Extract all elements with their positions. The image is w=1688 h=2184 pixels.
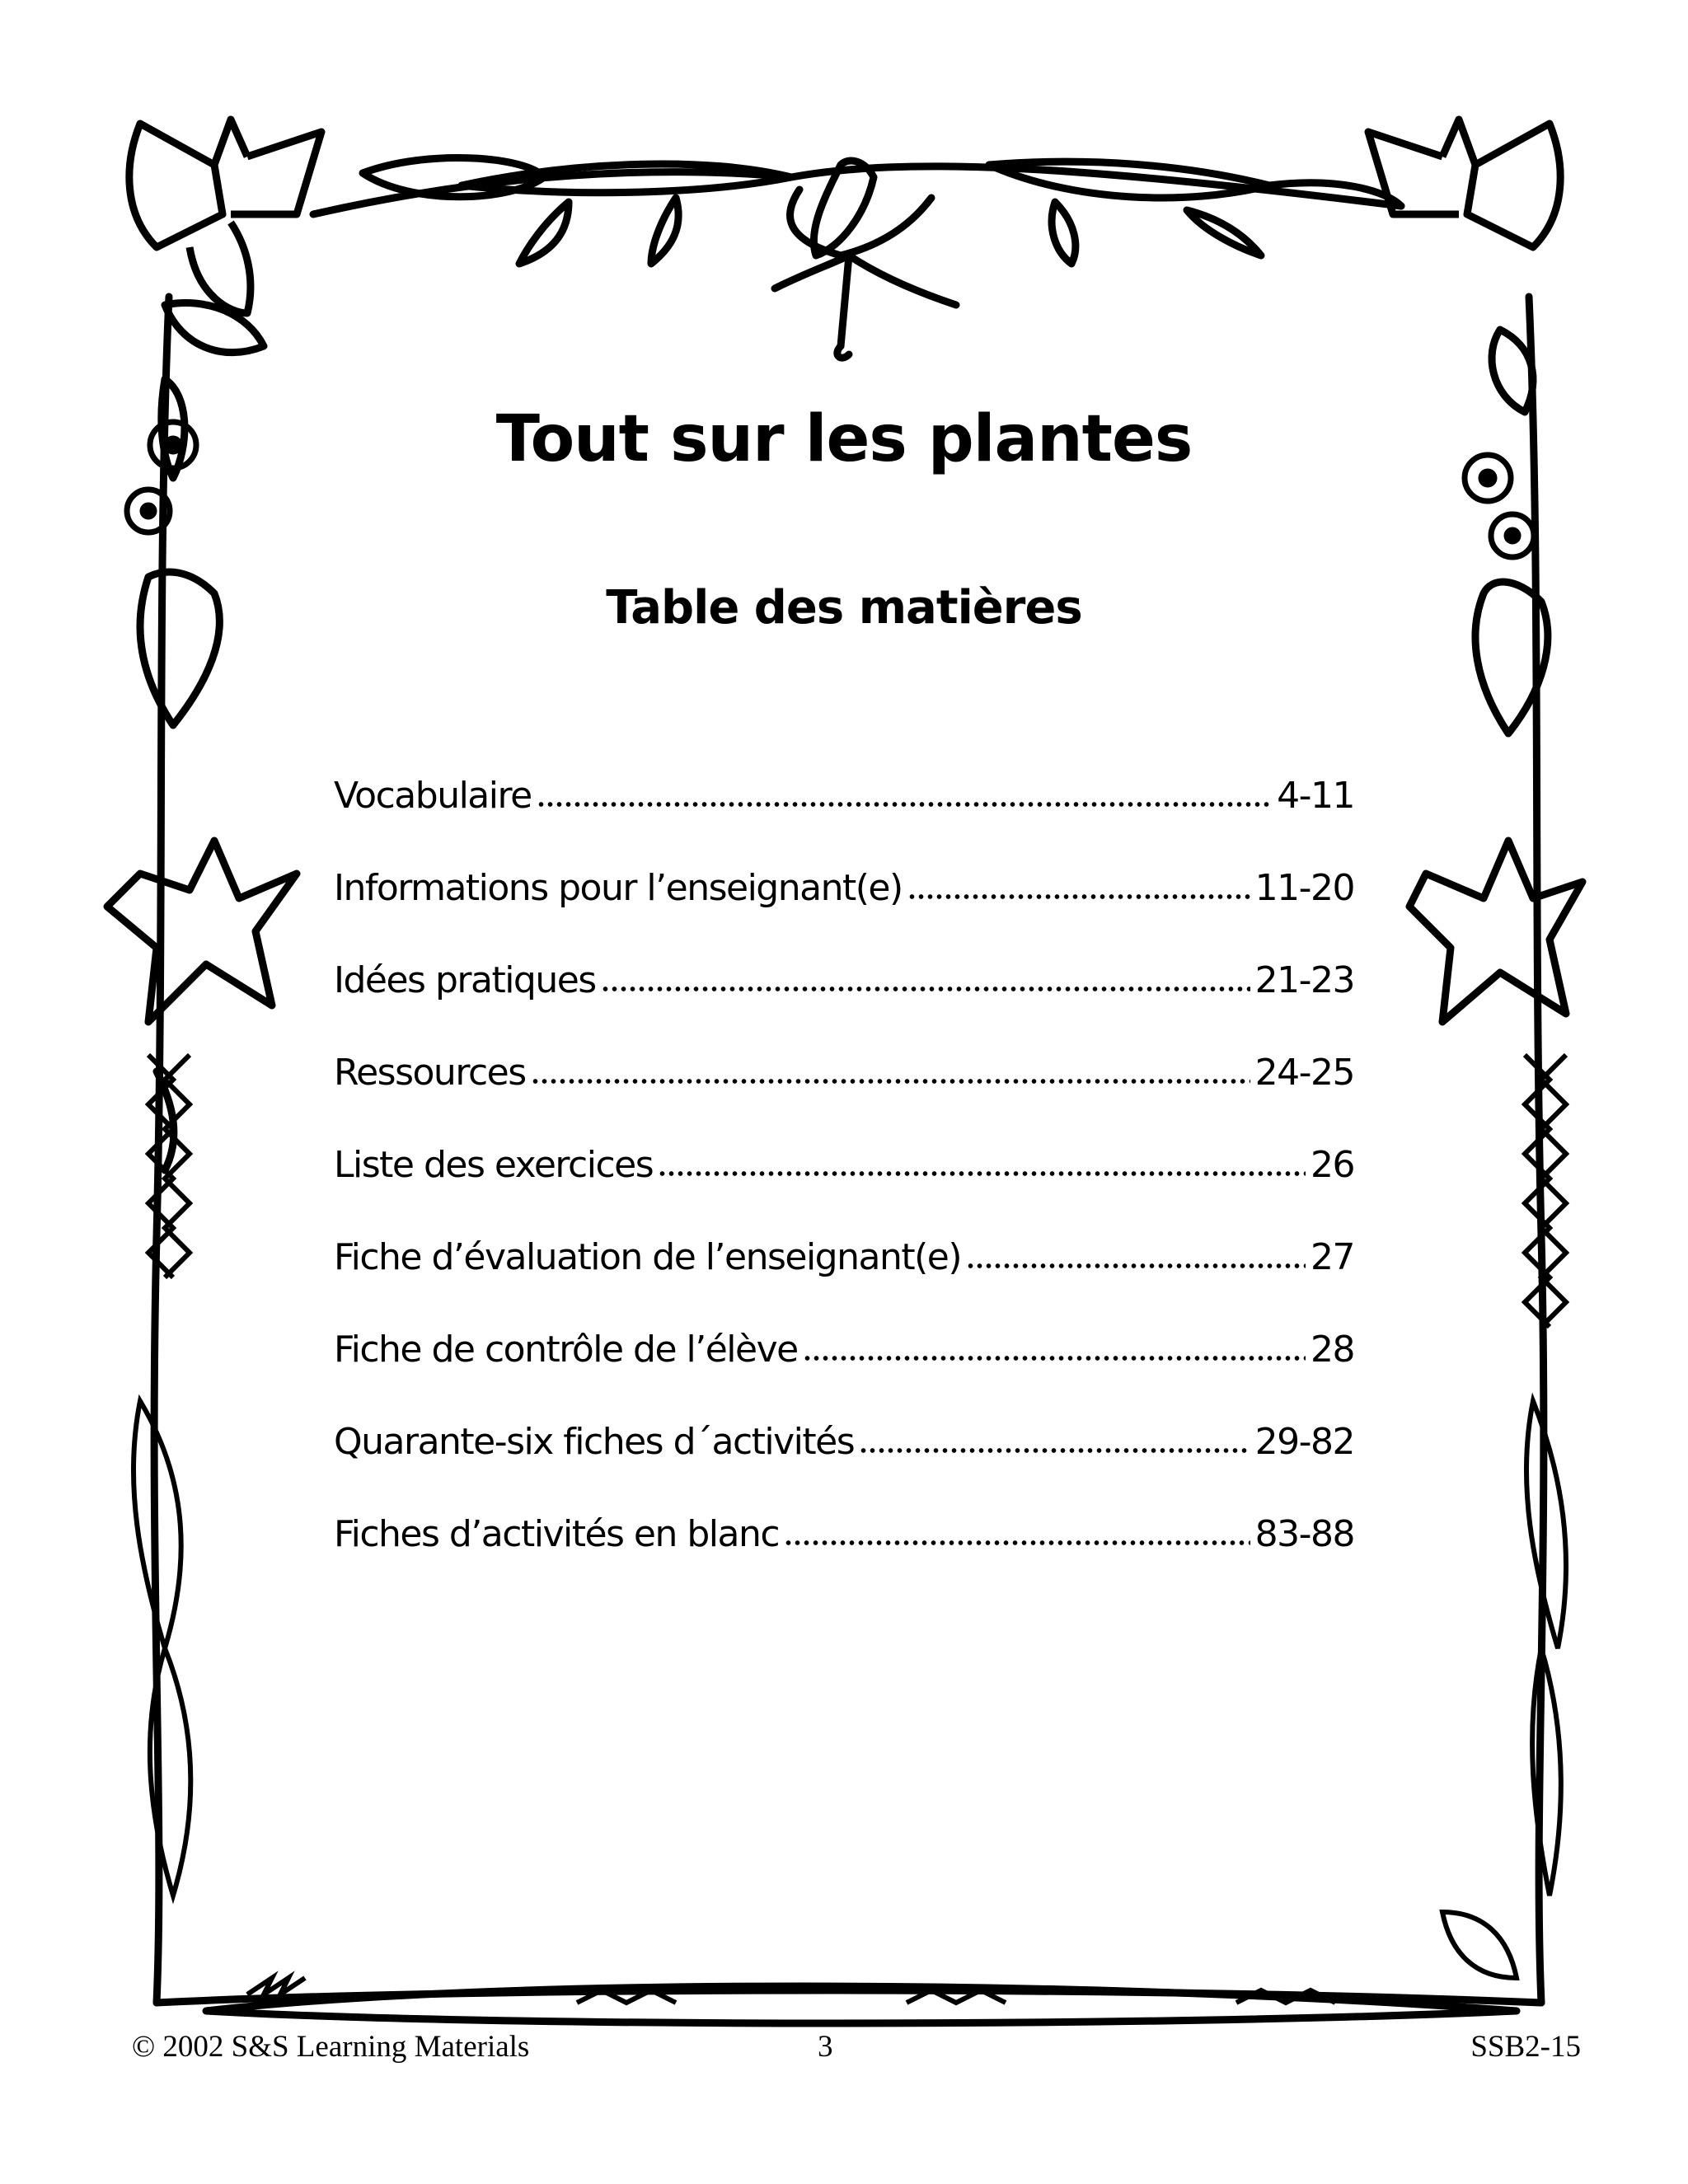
toc-entry	[334, 775, 1354, 867]
toc-entry-pages: 83-88	[1254, 1513, 1354, 1555]
toc-entry	[334, 1052, 1354, 1144]
dot-leader	[859, 1421, 1250, 1454]
page-title: Tout sur les plantes	[495, 402, 1193, 476]
toc-entry-label: Fiche d’évaluation de l’enseignant(e)	[334, 1236, 961, 1278]
toc-entry	[334, 1421, 1354, 1513]
toc-entry	[334, 1236, 1354, 1329]
toc-entry	[334, 1513, 1354, 1605]
dot-leader	[907, 867, 1250, 900]
table-of-contents	[334, 775, 1354, 1605]
dot-leader	[537, 775, 1272, 808]
toc-entry	[334, 867, 1354, 959]
dot-leader	[784, 1513, 1250, 1546]
toc-entry-label: Fiche de contrôle de l’élève	[334, 1329, 798, 1371]
copyright-notice: © 2002 S&S Learning Materials	[132, 2030, 530, 2064]
toc-entry-label: Fiches d’activités en blanc	[334, 1513, 780, 1555]
dot-leader	[803, 1329, 1306, 1361]
dot-leader	[658, 1144, 1306, 1177]
toc-entry-pages: 27	[1311, 1236, 1354, 1278]
toc-entry-label: Idées pratiques	[334, 959, 596, 1001]
toc-entry-pages: 21-23	[1254, 959, 1354, 1001]
toc-entry-label: Liste des exercices	[334, 1144, 654, 1186]
toc-entry-label: Informations pour l’enseignant(e)	[334, 867, 903, 909]
dot-leader	[601, 959, 1250, 992]
toc-entry	[334, 959, 1354, 1052]
toc-entry-pages: 28	[1311, 1329, 1354, 1371]
dot-leader	[966, 1236, 1306, 1269]
toc-entry-pages: 24-25	[1254, 1052, 1354, 1094]
toc-entry	[334, 1329, 1354, 1421]
toc-entry-pages: 26	[1311, 1144, 1354, 1186]
toc-entry-label: Quarante-six fiches d´activités	[334, 1421, 855, 1463]
product-code: SSB2-15	[1470, 2030, 1581, 2064]
toc-entry-label: Vocabulaire	[334, 775, 532, 817]
toc-heading: Table des matières	[606, 581, 1082, 635]
dot-leader	[531, 1052, 1250, 1085]
toc-entry-pages: 11-20	[1254, 867, 1354, 909]
toc-entry-pages: 29-82	[1254, 1421, 1354, 1463]
toc-entry-label: Ressources	[334, 1052, 526, 1094]
toc-entry-pages: 4-11	[1277, 775, 1354, 817]
page-number: 3	[818, 2030, 833, 2064]
toc-entry	[334, 1144, 1354, 1236]
